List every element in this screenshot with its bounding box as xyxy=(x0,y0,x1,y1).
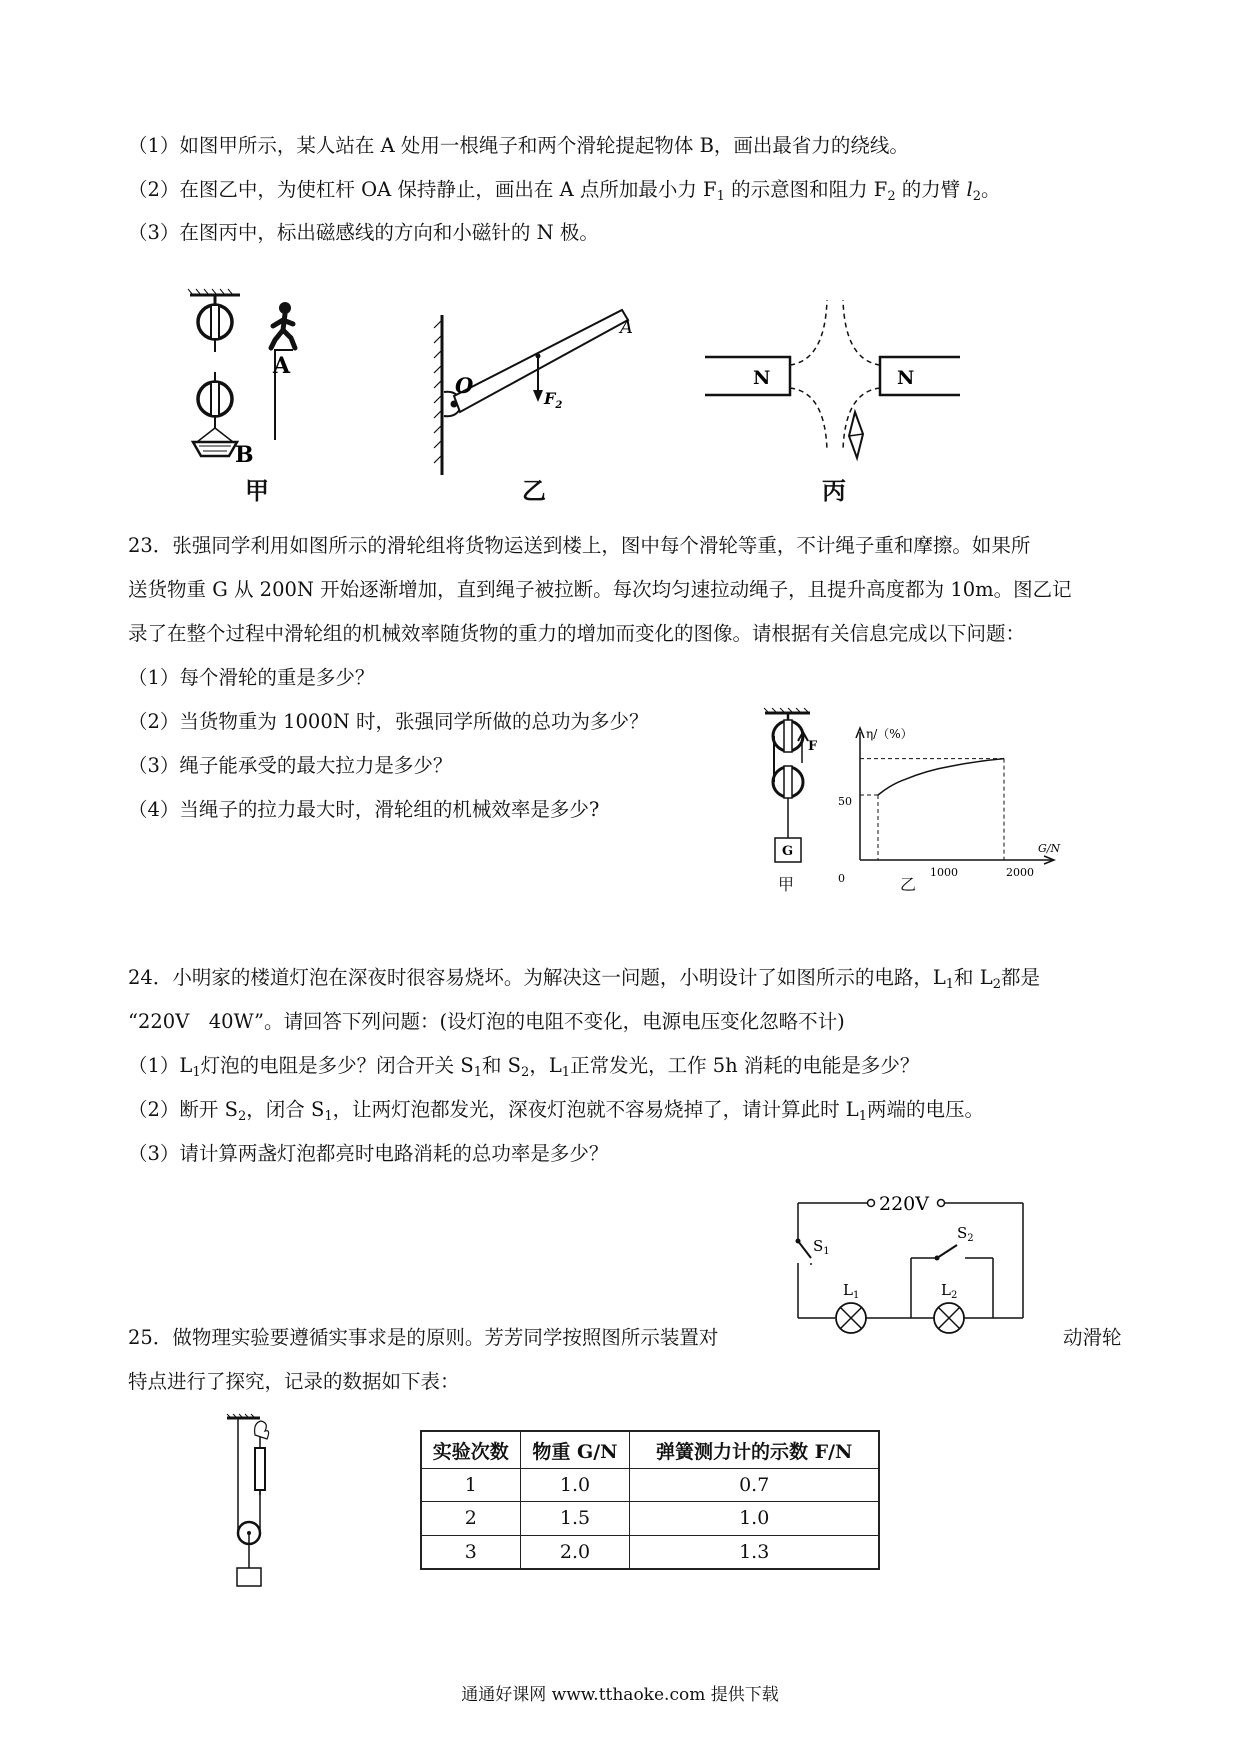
q23-line1: 23．张强同学利用如图所示的滑轮组将货物运送到楼上，图中每个滑轮等重，不计绳子重和摩擦。如果所 xyxy=(128,534,1031,557)
cell-trial: 1 xyxy=(421,1469,520,1502)
header-weight: 物重 G/N xyxy=(520,1431,630,1469)
q22-part2-a: （2）在图乙中，为使杠杆 OA 保持静止，画出在 A 点所加最小力 F xyxy=(128,178,717,201)
y-tick-50: 50 xyxy=(838,795,852,808)
cell-weight: 2.0 xyxy=(520,1535,630,1569)
cell-weight: 1.5 xyxy=(520,1502,630,1535)
q24-sub2 xyxy=(128,1097,984,1130)
q24-s1-sub3: 2 xyxy=(521,1065,530,1080)
q24-line1-b: 和 L xyxy=(954,966,993,989)
q22-part2-l: l xyxy=(966,178,973,201)
figure-jia-pulleys xyxy=(185,290,305,500)
table-row xyxy=(421,1535,879,1569)
q22-part2-d: 。 xyxy=(981,178,1001,201)
q23-sub2: （2）当货物重为 1000N 时，张强同学所做的总功为多少？ xyxy=(128,710,649,733)
figure-yi-lever xyxy=(430,300,660,475)
caption-jia: 甲 xyxy=(245,476,269,505)
efficiency-curve xyxy=(878,759,1004,795)
figure-bing-magnets xyxy=(705,300,965,465)
q24-s1-sub2: 1 xyxy=(473,1065,482,1080)
q23-sub3: （3）绳子能承受的最大拉力是多少？ xyxy=(128,754,453,777)
table-header-row xyxy=(421,1431,879,1469)
q23-sub1: （1）每个滑轮的重是多少？ xyxy=(128,666,375,689)
q24-s2-c: ，让两灯泡都发光，深夜灯泡就不容易烧掉了，请计算此时 L xyxy=(332,1098,859,1121)
q24-line1-sub2: 2 xyxy=(992,977,1001,992)
circuit-l2: $L_2$ xyxy=(941,1281,958,1301)
q23-line3: 录了在整个过程中滑轮组的机械效率随货物的重力的增加而变化的图像。请根据有关信息完成以下问题： xyxy=(128,622,1026,645)
label-n-right: N xyxy=(897,367,915,389)
q24-s2-d: 两端的电压。 xyxy=(867,1098,985,1121)
q24-line1 xyxy=(128,965,1040,998)
q24-s2-b: ，闭合 S xyxy=(246,1098,325,1121)
label-n-left: N xyxy=(753,367,771,389)
q24-s1-c: 和 S xyxy=(481,1054,522,1077)
q22-part3: （3）在图丙中，标出磁感线的方向和小磁针的 N 极。 xyxy=(128,221,599,244)
cell-weight: 1.0 xyxy=(520,1469,630,1502)
q24-line1-sub1: 1 xyxy=(945,977,955,992)
label-f-q23: F xyxy=(808,739,818,754)
q24-s1-sub4: 1 xyxy=(561,1065,571,1080)
q25-line1b: 动滑轮 xyxy=(1063,1326,1122,1349)
label-g: G xyxy=(782,844,794,859)
q23-sub4: （4）当绳子的拉力最大时，滑轮组的机械效率是多少? xyxy=(128,798,600,821)
q22-part1: （1）如图甲所示，某人站在 A 处用一根绳子和两个滑轮提起物体 B，画出最省力的绕线。 xyxy=(128,134,909,157)
figure-q24-circuit xyxy=(795,1183,1035,1333)
x-tick-1000: 1000 xyxy=(930,866,958,879)
q24-line1-a: 24．小明家的楼道灯泡在深夜时很容易烧坏。为解决这一问题，小明设计了如图所示的电路，L xyxy=(128,966,946,989)
q24-s2-sub2: 1 xyxy=(324,1109,333,1124)
q24-s1-sub: 1 xyxy=(192,1065,201,1080)
q25-line2: 特点进行了探究，记录的数据如下表： xyxy=(128,1370,460,1393)
caption-q23-yi: 乙 xyxy=(900,875,917,894)
q25-line1a: 25．做物理实验要遵循实事求是的原则。芳芳同学按照图所示装置对 xyxy=(128,1326,719,1349)
q24-sub1 xyxy=(128,1053,919,1086)
caption-bing: 丙 xyxy=(822,476,846,505)
label-o: O xyxy=(455,373,474,398)
q24-s1-e: 正常发光，工作 5h 消耗的电能是多少？ xyxy=(570,1054,920,1077)
q24-s1-d: ，L xyxy=(529,1054,562,1077)
q24-s1-a: （1）L xyxy=(128,1054,193,1077)
cell-reading: 1.3 xyxy=(630,1535,879,1569)
circuit-voltage: 220V xyxy=(879,1193,929,1215)
header-trial: 实验次数 xyxy=(421,1431,520,1469)
q22-part2-sub3: 2 xyxy=(972,189,982,204)
q22-part2-c: 的力臂 xyxy=(895,178,967,201)
q24-s2-sub3: 1 xyxy=(858,1109,868,1124)
q24-s2-a: （2）断开 S xyxy=(128,1098,238,1121)
q22-part2 xyxy=(128,177,1001,210)
table-row xyxy=(421,1502,879,1535)
label-a: A xyxy=(273,353,291,379)
q24-sub3: （3）请计算两盏灯泡都亮时电路消耗的总功率是多少？ xyxy=(128,1142,609,1165)
cell-reading: 1.0 xyxy=(630,1502,879,1535)
q23-line2: 送货物重 G 从 200N 开始逐渐增加，直到绳子被拉断。每次均匀速拉动绳子，且提升高度都为 10m。图乙记 xyxy=(128,578,1072,601)
cell-reading: 0.7 xyxy=(630,1469,879,1502)
cell-trial: 2 xyxy=(421,1502,520,1535)
x-tick-2000: 2000 xyxy=(1006,866,1034,879)
q24-s1-b: 灯泡的电阻是多少？闭合开关 S xyxy=(200,1054,474,1077)
figure-q25-movable-pulley xyxy=(225,1413,305,1593)
y-axis-label: η/（%） xyxy=(866,727,913,741)
label-f2: $F_2$ xyxy=(544,389,563,411)
q24-line2: “220V 40W”。请回答下列问题：(设灯泡的电阻不变化，电源电压变化忽略不计) xyxy=(128,1010,845,1033)
q22-part2-sub1: 1 xyxy=(716,189,725,204)
caption-yi: 乙 xyxy=(522,476,546,505)
q24-s2-sub: 2 xyxy=(237,1109,247,1124)
data-table xyxy=(420,1430,880,1570)
q24-line1-c: 都是 xyxy=(1000,966,1040,989)
label-b: B xyxy=(235,442,254,468)
circuit-s1: $S_1$ xyxy=(813,1237,830,1257)
x-axis-label: G/N xyxy=(1038,842,1061,855)
header-reading: 弹簧测力计的示数 F/N xyxy=(630,1431,879,1469)
x-tick-0: 0 xyxy=(838,872,845,885)
q22-part2-b: 的示意图和阻力 F xyxy=(724,178,888,201)
page-footer: 通通好课网 www.tthaoke.com 提供下载 xyxy=(461,1685,779,1705)
circuit-l1: $L_1$ xyxy=(843,1281,860,1301)
efficiency-chart xyxy=(820,720,1061,885)
caption-q23-jia: 甲 xyxy=(778,875,795,894)
label-a-lever: A xyxy=(620,317,633,338)
table-row xyxy=(421,1469,879,1502)
q22-part2-sub2: 2 xyxy=(887,189,896,204)
cell-trial: 3 xyxy=(421,1535,520,1569)
circuit-s2: $S_2$ xyxy=(957,1224,974,1244)
